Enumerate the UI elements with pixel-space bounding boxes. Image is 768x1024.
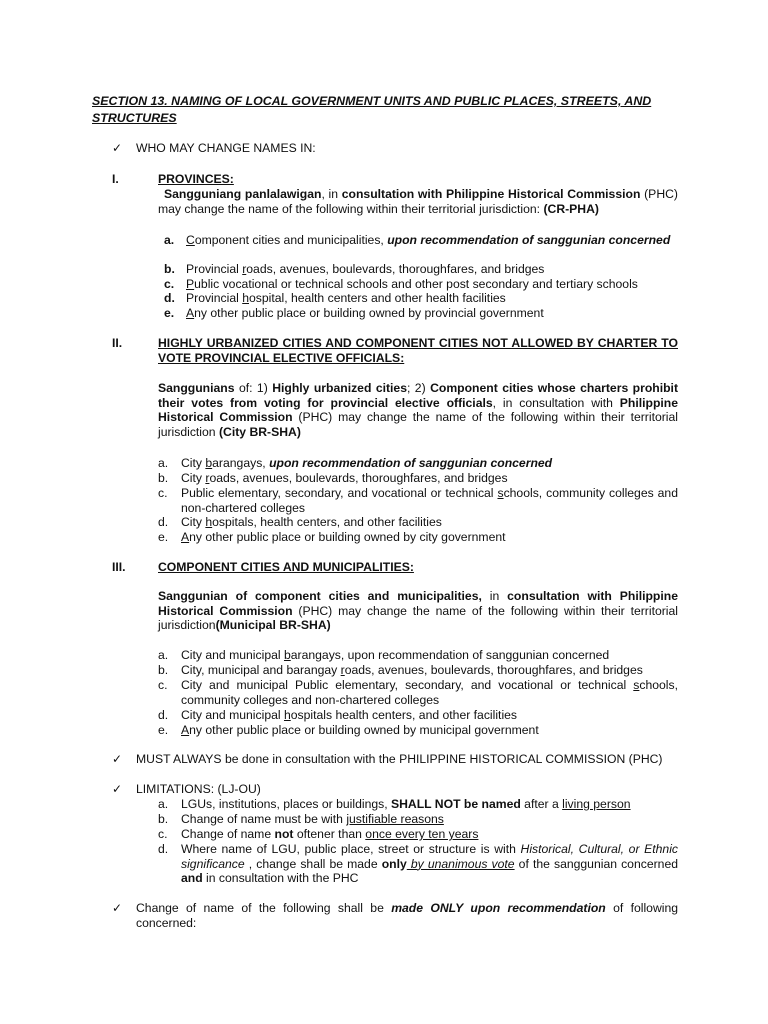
provinces-heading: PROVINCES: [158,172,234,186]
document-page: SECTION 13. NAMING OF LOCAL GOVERNMENT UNITS AND PUBLIC PLACES, STREETS, AND STRUCTURES ✓ WHO MAY CHANGE NAMES IN: I. PROVINCES: Sangguniang panlalawigan, in consultation with Philippine Historical Commission (PHC) may change the name of the following within their territorial jurisdiction: (CR-PHA) a. Component cities and municipalities, upon recommendation of sanggunian concerned b. Provincial roads, avenues, boulevards, thoroughfares, and bridges c. Public vocational or technical schools and other post secondary and tertiary schools d. Provincial hospital, health centers and other health facilities e. Any other public place or building owned by provincial government II. HIGHLY URBANIZED CITIES AND COMPONENT CITIES NOT ALLOWED BY CHARTER TO VOTE PROVINCIAL ELECTIVE OFFICIALS: Sanggunians of: 1) Highly urbanized cities; 2) Component cities whose charters prohibit their votes from voting for provincial elective officials, in consultation with Philippine Historical Commission (PHC) may change the name of the following within their territorial jurisdiction (City BR-SHA) a. City barangays, upon recommendation of sanggunian concerned b. City roads, avenues, boulevards, thoroughfares, and bridges c. Public elementary, secondary, and vocational or technical schools, community colleges and non-chartered colleges d. City hospitals, health centers, and other facilities e. Any other public place or building owned by city government III. COMPONENT CITIES AND MUNICIPALITIES: Sanggunian of component cities and municipalities, in consultation with Philippine Historical Commission (PHC) may change the name of the following within their territorial jurisdiction(Municipal BR-SHA) a. City and municipal barangays, upon recommendation of sanggunian concerned b. City, municipal and barangay roads, avenues, boulevards, thoroughfares, and bridges c. City and municipal Public elementary, secondary, and vocational or technical schools, community colleges and non-chartered colleges d. City and municipal hospitals health centers, and other facilities e. Any other public place or building owned by municipal government ✓ MUST ALWAYS be done in consultation with the PHILIPPINE HISTORICAL COMMISSION (PHC) ✓ LIMITATIONS: (LJ-OU) a. LGUs, institutions, places or buildings, SHALL NOT be named after a living person b. Change of name must be with justifiable reasons c. Change of name not oftener than once every ten years d. Where name of LGU, public place, street or structure is with Historical, Cultural, or Ethnic significance , change shall be made only by unanimous vote of the sanggunian concerned and in consultation with the PHC ✓ Change of name of the following shall be made ONLY upon recommendation of following concerned: [92,94,679,930]
list-item: Public elementary, secondary, and vocational or technical schools, community colleges and non-chartered colleges [181,486,678,515]
section-numeral-1: I. [112,172,119,186]
must-always-note: MUST ALWAYS be done in consultation with the PHILIPPINE HISTORICAL COMMISSION (PHC) [136,752,663,766]
checkmark-icon: ✓ [112,752,123,766]
list-item: Provincial roads, avenues, boulevards, thoroughfares, and bridges [186,262,545,276]
ccm-paragraph: Sanggunian of component cities and municipalities, in consultation with Philippine Historical Commission (PHC) may change the name of the following within their territorial jurisdiction(Municipal BR-SHA) [158,589,678,633]
change-of-name-note: Change of name of the following shall be made ONLY upon recommendation of following concerned: [136,901,679,930]
list-item: City and municipal Public elementary, secondary, and vocational or technical schools, community colleges and non-chartered colleges [181,678,678,707]
huc-paragraph: Sanggunians of: 1) Highly urbanized cities; 2) Component cities whose charters prohibit their votes from voting for provincial elective officials, in consultation with Philippine Historical Commission (PHC) may change the name of the following within their territorial jurisdiction (City BR-SHA) [158,381,679,439]
limitations-heading: LIMITATIONS: (LJ-OU) [136,782,261,796]
section-title: SECTION 13. NAMING OF LOCAL GOVERNMENT UNITS AND PUBLIC PLACES, STREETS, AND STRUCTURES [92,94,652,125]
list-item: City and municipal hospitals health centers, and other facilities [181,708,518,722]
list-item: Any other public place or building owned by municipal government [181,723,539,737]
list-item: Component cities and municipalities, upon recommendation of sanggunian concerned [186,233,671,247]
list-item: City and municipal barangays, upon recommendation of sanggunian concerned [181,648,610,662]
checkmark-icon: ✓ [112,141,123,155]
ccm-heading: COMPONENT CITIES AND MUNICIPALITIES: [158,560,414,574]
section-numeral-3: III. [112,560,126,574]
list-item: Any other public place or building owned by provincial government [186,306,544,320]
huc-heading: HIGHLY URBANIZED CITIES AND COMPONENT CITIES NOT ALLOWED BY CHARTER TO VOTE PROVINCIAL ELECTIVE OFFICIALS: [158,336,678,365]
list-item: City, municipal and barangay roads, avenues, boulevards, thoroughfares, and bridges [181,663,643,677]
list-item: Public vocational or technical schools and other post secondary and tertiary schools [186,277,638,291]
list-item: Change of name must be with justifiable reasons [181,812,444,826]
checkmark-icon: ✓ [112,782,123,796]
who-heading: WHO MAY CHANGE NAMES IN: [136,141,316,155]
section-numeral-2: II. [112,336,123,350]
list-item: City hospitals, health centers, and other facilities [181,515,442,529]
checkmark-icon: ✓ [112,901,123,915]
list-item: Any other public place or building owned by city government [181,530,506,544]
list-item: Where name of LGU, public place, street or structure is with Historical, Cultural, or Ethnic significance , change shall be made only by unanimous vote of the sanggunian concerned and in consultation with the PHC [181,842,679,886]
list-item: City barangays, upon recommendation of sanggunian concerned [181,456,553,470]
list-item: City roads, avenues, boulevards, thoroughfares, and bridges [181,471,508,485]
list-item: LGUs, institutions, places or buildings, SHALL NOT be named after a living person [181,797,631,811]
provinces-paragraph: Sangguniang panlalawigan, in consultation with Philippine Historical Commission (PHC) may change the name of the following within their territorial jurisdiction: (CR-PHA) [158,187,678,216]
list-item: Change of name not oftener than once every ten years [181,827,479,841]
list-item: Provincial hospital, health centers and other health facilities [186,291,506,305]
